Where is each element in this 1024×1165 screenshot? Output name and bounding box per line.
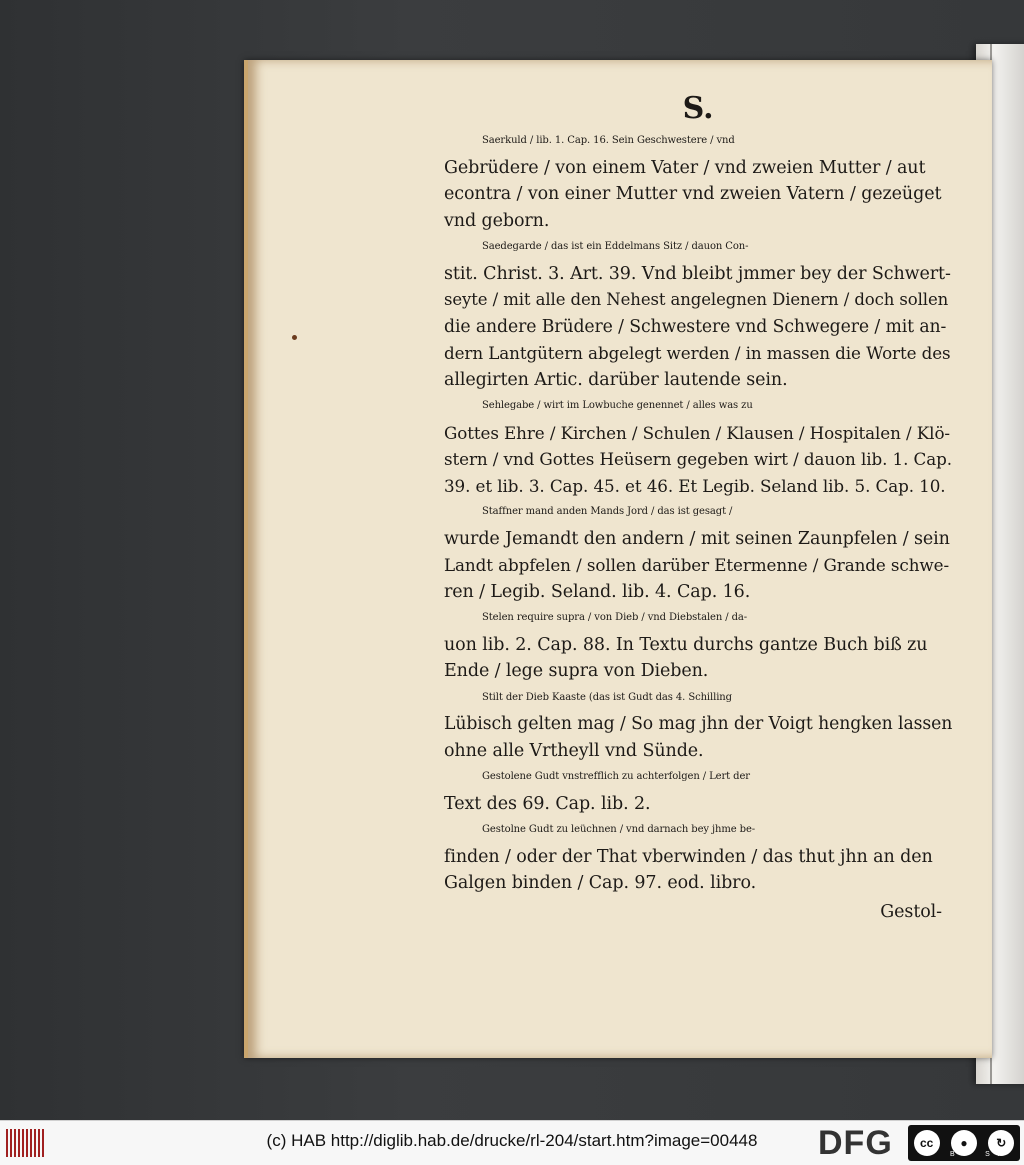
text-line: uon lib. 2. Cap. 88. In Textu durchs gantze Buch biß zu (444, 634, 928, 655)
catchword: Gestol- (880, 901, 942, 922)
text-lines (444, 128, 952, 897)
text-line: stern / vnd Gottes Heüsern gegeben wirt / dauon lib. 1. Cap. (444, 449, 952, 469)
text-line: Text des 69. Cap. lib. 2. (444, 793, 651, 814)
text-line: finden / oder der That vberwinden / das thut jhn an den (444, 846, 933, 867)
sa-icon: ↻ (988, 1130, 1014, 1156)
text-line: Lübisch gelten mag / So mag jhn der Voigt hengken lassen (444, 714, 953, 734)
text-line: 39. et lib. 3. Cap. 45. et 46. Et Legib. Seland lib. 5. Cap. 10. (444, 475, 946, 496)
text-line: vnd geborn. (444, 210, 550, 231)
text-line: ren / Legib. Seland. lib. 4. Cap. 16. (444, 581, 751, 602)
dfg-logo[interactable]: DFG (818, 1124, 893, 1162)
text-line: Stilt der Dieb Kaaste (das ist Gudt das 4. Schilling (482, 691, 732, 703)
footer-bar (0, 1120, 1024, 1165)
text-line: Saerkuld / lib. 1. Cap. 16. Sein Geschwestere / vnd (482, 135, 735, 146)
text-line: wurde Jemandt den andern / mit seinen Zaunpfelen / sein (444, 528, 950, 549)
text-line: Staffner mand anden Mands Jord / das ist gesagt / (482, 506, 733, 517)
citation-link[interactable]: (c) HAB http://diglib.hab.de/drucke/rl-204/start.htm?image=00448 (266, 1131, 758, 1150)
text-line: econtra / von einer Mutter vnd zweien Vatern / gezeüget (444, 184, 942, 204)
text-line: stit. Christ. 3. Art. 39. Vnd bleibt jmmer bey der Schwert- (444, 263, 951, 284)
by-icon: ● (951, 1130, 977, 1156)
text-line: ohne alle Vrtheyll vnd Sünde. (444, 740, 704, 761)
text-line: Sehlegabe / wirt im Lowbuche genennet / alles was zu (482, 400, 753, 411)
text-line: Ende / lege supra von Dieben. (444, 661, 709, 681)
text-line: Gestolene Gudt vnstrefflich zu achterfolgen / Lert der (482, 771, 750, 782)
text-line: Gottes Ehre / Kirchen / Schulen / Klausen / Hospitalen / Klö- (444, 422, 950, 443)
text-line: Saedegarde / das ist ein Eddelmans Sitz / dauon Con- (482, 241, 749, 252)
text-line: seyte / mit alle den Nehest angelegnen Dienern / doch sollen (444, 290, 949, 309)
text-line: Gestolne Gudt zu leüchnen / vnd darnach bey jhme be- (482, 824, 756, 835)
text-line: dern Lantgütern abgelegt werden / in massen die Worte des (444, 343, 951, 363)
cc-icon: cc (914, 1130, 940, 1156)
text-line: Landt abpfelen / sollen darüber Etermenne / Grande schwe- (444, 555, 950, 575)
text-line: Stelen require supra / von Dieb / vnd Diebstalen / da- (482, 612, 748, 623)
text-line: die andere Brüdere / Schwestere vnd Schwegere / mit an- (444, 316, 947, 337)
ink-spot (292, 335, 297, 340)
text-line: Galgen binden / Cap. 97. eod. libro. (444, 873, 757, 893)
text-line: Gebrüdere / von einem Vater / vnd zweien Mutter / aut (444, 157, 926, 178)
page-heading: S. (682, 91, 714, 126)
page-text (444, 90, 952, 925)
text-line: allegirten Artic. darüber lautende sein. (444, 369, 788, 390)
cc-license-text: BY SA (950, 1151, 1011, 1158)
